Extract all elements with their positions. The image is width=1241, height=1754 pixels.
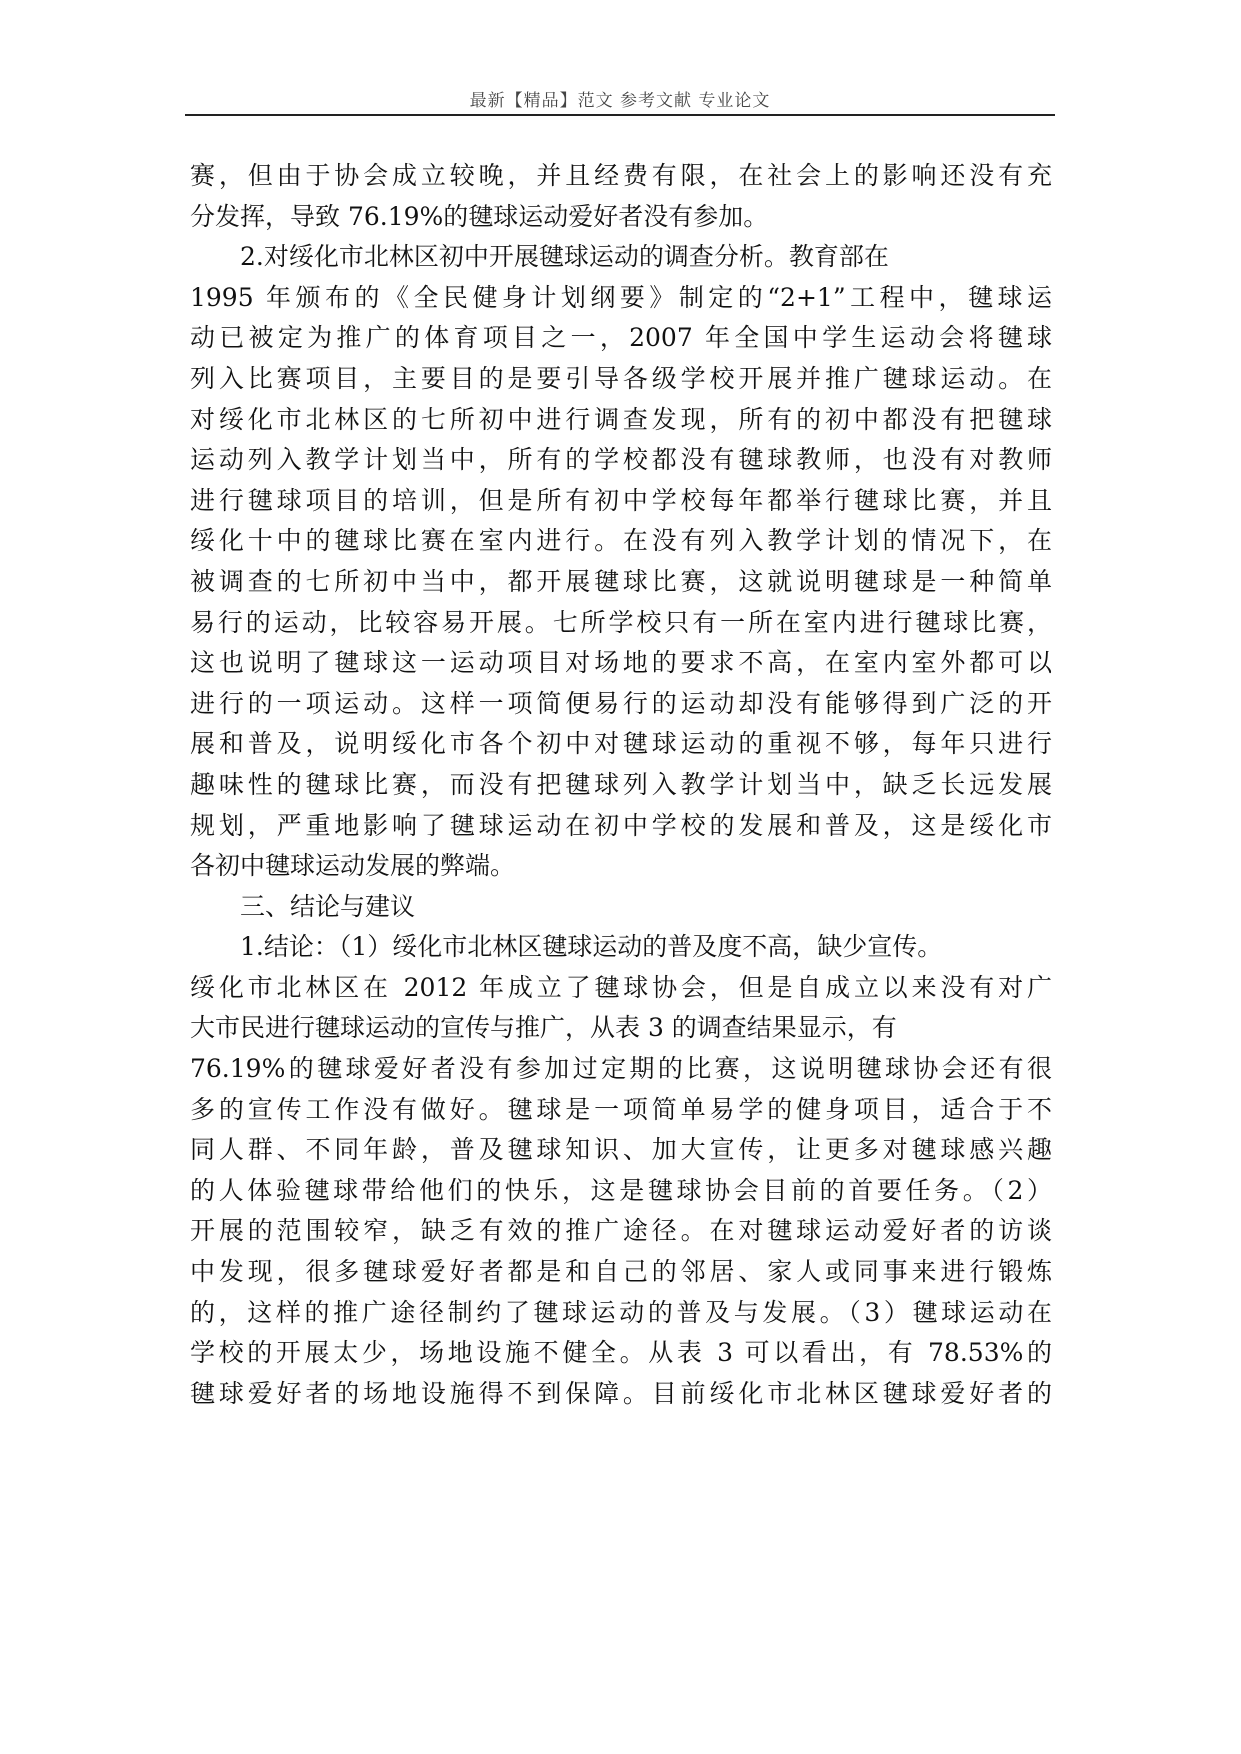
paragraph-line: 多的宣传工作没有做好。毽球是一项简单易学的健身项目，适合于不	[190, 1094, 1052, 1124]
paragraph-line: 进行的一项运动。这样一项简便易行的运动却没有能够得到广泛的开	[190, 688, 1052, 718]
paragraph-line: 76.19%的毽球爱好者没有参加过定期的比赛，这说明毽球协会还有很	[190, 1054, 1052, 1084]
paragraph-line: 这也说明了毽球这一运动项目对场地的要求不高，在室内室外都可以	[190, 648, 1052, 678]
paragraph-line: 1.结论：（1）绥化市北林区毽球运动的普及度不高，缺少宣传。	[240, 932, 943, 962]
paragraph-line: 的，这样的推广途径制约了毽球运动的普及与发展。（3）毽球运动在	[190, 1297, 1052, 1327]
paragraph-line: 毽球爱好者的场地设施得不到保障。目前绥化市北林区毽球爱好者的	[190, 1378, 1052, 1408]
paragraph-line: 开展的范围较窄，缺乏有效的推广途径。在对毽球运动爱好者的访谈	[190, 1216, 1052, 1246]
paragraph-line: 2.对绥化市北林区初中开展毽球运动的调查分析。教育部在	[240, 242, 889, 272]
paragraph-line: 绥化市北林区在 2012 年成立了毽球协会，但是自成立以来没有对广	[190, 972, 1052, 1002]
paragraph-line: 同人群、不同年龄，普及毽球知识、加大宣传，让更多对毽球感兴趣	[190, 1135, 1052, 1165]
body-text	[190, 156, 1052, 1414]
paragraph-line: 动已被定为推广的体育项目之一，2007 年全国中学生运动会将毽球	[190, 323, 1052, 353]
paragraph-line: 趣味性的毽球比赛，而没有把毽球列入教学计划当中，缺乏长远发展	[190, 769, 1052, 799]
paragraph-line: 易行的运动，比较容易开展。七所学校只有一所在室内进行毽球比赛，	[190, 607, 1052, 637]
paragraph-line: 的人体验毽球带给他们的快乐，这是毽球协会目前的首要任务。（2）	[190, 1175, 1052, 1205]
paragraph-line: 进行毽球项目的培训，但是所有初中学校每年都举行毽球比赛，并且	[190, 485, 1052, 515]
paragraph-line: 展和普及，说明绥化市各个初中对毽球运动的重视不够，每年只进行	[190, 729, 1052, 759]
paragraph-line: 绥化十中的毽球比赛在室内进行。在没有列入教学计划的情况下，在	[190, 526, 1052, 556]
section-heading: 三、结论与建议	[240, 891, 416, 921]
paragraph-line: 大市民进行毽球运动的宣传与推广，从表 3 的调查结果显示，有	[190, 1013, 897, 1043]
paragraph-line: 各初中毽球运动发展的弊端。	[190, 851, 516, 881]
paragraph-line: 被调查的七所初中当中，都开展毽球比赛，这就说明毽球是一种简单	[190, 566, 1052, 596]
header-divider	[185, 114, 1055, 116]
paragraph-line: 对绥化市北林区的七所初中进行调查发现，所有的初中都没有把毽球	[190, 404, 1052, 434]
paragraph-line: 1995 年颁布的《全民健身计划纲要》制定的“2+1”工程中，毽球运	[190, 282, 1052, 312]
paragraph-line: 中发现，很多毽球爱好者都是和自己的邻居、家人或同事来进行锻炼	[190, 1257, 1052, 1287]
paragraph-line: 赛，但由于协会成立较晚，并且经费有限，在社会上的影响还没有充	[190, 161, 1052, 190]
paragraph-line: 分发挥，导致 76.19%的毽球运动爱好者没有参加。	[190, 201, 769, 231]
page-header: 最新【精品】范文 参考文献 专业论文	[469, 91, 771, 111]
paragraph-line: 学校的开展太少，场地设施不健全。从表 3 可以看出，有 78.53%的	[190, 1338, 1052, 1368]
paragraph-line: 规划，严重地影响了毽球运动在初中学校的发展和普及，这是绥化市	[190, 810, 1052, 840]
paragraph-line: 列入比赛项目，主要目的是要引导各级学校开展并推广毽球运动。在	[190, 363, 1052, 393]
paragraph-line: 运动列入教学计划当中，所有的学校都没有毽球教师，也没有对教师	[190, 445, 1052, 475]
